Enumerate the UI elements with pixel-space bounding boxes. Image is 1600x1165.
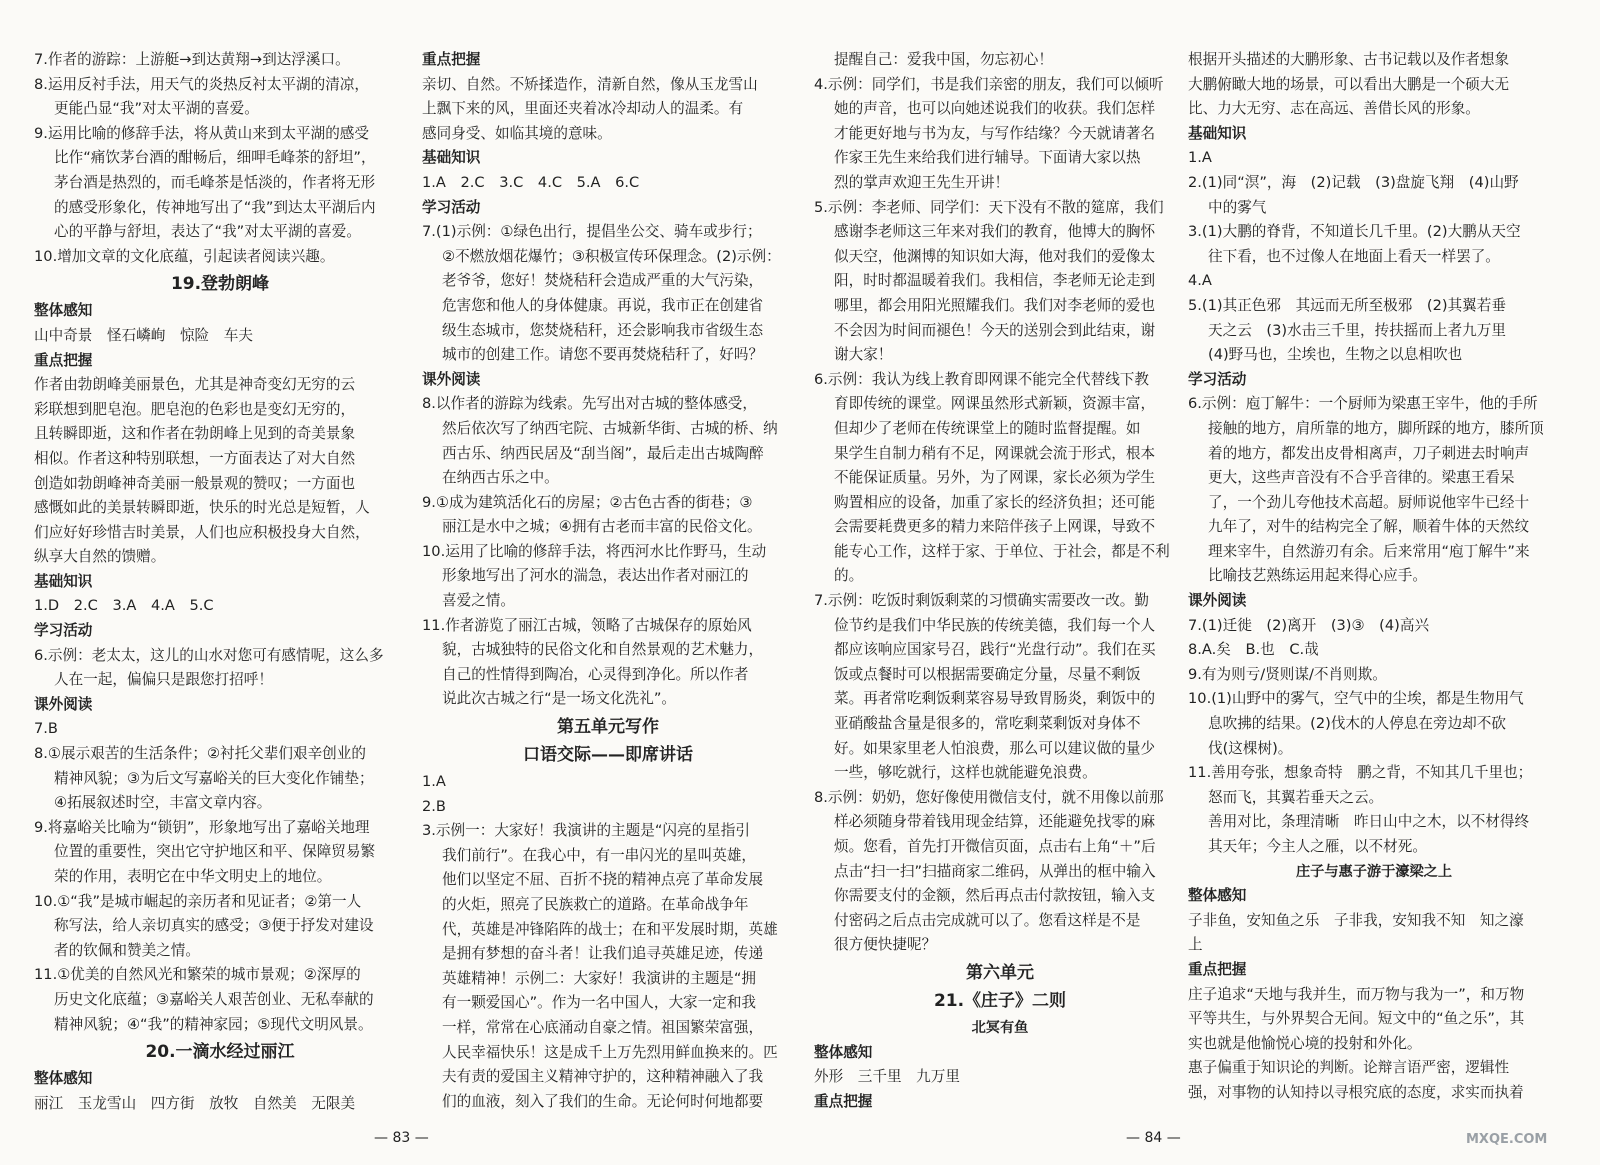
lesson-title: 第五单元写作 <box>557 717 659 738</box>
section-heading: 基础知识 <box>1188 124 1247 142</box>
text-line: 上飘下来的风，里面还夹着冰冷却动人的温柔。有 <box>422 100 744 118</box>
text-line-indent: 称写法，给人亲切真实的感受；③便于抒发对建设 <box>54 917 374 935</box>
text-line: 7.作者的游踪：上游艇→到达黄翔→到达浮溪口。 <box>34 51 350 68</box>
text-line-indent: 都应该响应国家号召，践行“光盘行动”。我们在买 <box>834 641 1156 659</box>
text-line-indent: 伐(这棵树)。 <box>1208 739 1293 757</box>
section-heading: 学习活动 <box>422 198 481 216</box>
text-line-indent: 了，一个劲儿夸他技术高超。厨师说他宰牛已经十 <box>1208 493 1530 511</box>
text-line-indent: 怒而飞，其翼若垂天之云。 <box>1208 788 1384 806</box>
text-line-indent: 谢大家！ <box>834 346 893 364</box>
text-line-indent: 他们以坚定不屈、百折不挠的精神点亮了革命发展 <box>442 871 764 889</box>
text-line: 实也就是他愉悦心境的投射和外化。 <box>1188 1034 1422 1052</box>
text-line-indent: 形象地写出了河水的湍急，表达出作者对丽江的 <box>442 567 749 585</box>
column-3 <box>814 48 1186 1114</box>
text-line: 外形 三千里 九万里 <box>814 1068 960 1086</box>
text-line: 11.作者游览了丽江古城，领略了古城保存的原始风 <box>422 616 752 634</box>
text-line-indent: 茅台酒是热烈的，而毛峰茶是恬淡的，作者将无形 <box>54 173 376 191</box>
text-line-indent: 哪里，都会用阳光照耀我们。我们对李老师的爱也 <box>834 296 1156 314</box>
section-heading: 课外阅读 <box>422 370 481 388</box>
text-line: 丽江 玉龙雪山 四方街 放牧 自然美 无限美 <box>34 1094 356 1112</box>
text-line-indent: 九年了，对牛的结构完全了解，顺着牛体的天然纹 <box>1208 518 1530 536</box>
text-line-indent: 不能保证质量。另外，为了网课，家长必须为学生 <box>834 469 1156 487</box>
text-line-indent: 然后依次写了纳西宅院、古城新华街、古城的桥、纳 <box>442 419 778 437</box>
text-line: 4.A <box>1188 272 1212 290</box>
text-line-indent: 其天年；今主人之雁，以不材死。 <box>1208 838 1427 855</box>
text-line: 根据开头描述的大鹏形象、古书记载以及作者想象 <box>1188 51 1510 68</box>
text-line-indent: 息吹拂的结果。(2)伐木的人停息在旁边却不砍 <box>1208 715 1506 733</box>
text-line-indent: 样必须随身带着钱用现金结算，还能避免找零的麻 <box>834 813 1156 831</box>
text-line: 7.(1)迁徙 (2)离开 (3)③ (4)高兴 <box>1188 616 1430 634</box>
text-line-indent: 果学生自制力稍有不足，网课就会流于形式，根本 <box>834 444 1156 462</box>
text-line-indent: 老爷爷，您好！焚烧秸秆会造成严重的大气污染， <box>442 272 764 290</box>
text-line-indent: 购置相应的设备，加重了家长的经济负担；还可能 <box>834 493 1156 511</box>
section-heading: 重点把握 <box>422 51 481 68</box>
section-heading: 基础知识 <box>422 149 481 167</box>
text-line-indent: 代，英雄是冲锋陷阵的战士；在和平发展时期，英雄 <box>442 920 778 938</box>
text-line: 10.运用了比喻的修辞手法，将西河水比作野马，生动 <box>422 542 767 560</box>
sub-title: 庄子与惠子游于濠梁之上 <box>1295 863 1453 880</box>
text-line: 10.①“我”是城市崛起的亲历者和见证者；②第一人 <box>34 892 362 910</box>
text-line: 强，对事物的认知持以寻根究底的态度，求实而执着 <box>1188 1083 1524 1101</box>
text-line-indent: 说此次古城之行“是一场文化洗礼”。 <box>442 690 677 708</box>
text-line: 1.A <box>1188 149 1212 167</box>
page-number-right: — 84 — <box>1126 1130 1181 1146</box>
text-line-indent: 饭或点餐时可以根据需要确定分量，尽量不剩饭 <box>834 665 1141 683</box>
text-line: 8.A.矣 B.也 C.哉 <box>1188 641 1319 659</box>
text-line: 7.(1)示例：①绿色出行，提倡坐公交、骑车或步行； <box>422 223 762 241</box>
text-line: 创造如勃朗峰神奇美丽一般景观的赞叹；一方面也 <box>34 474 356 492</box>
text-line: 8.以作者的游踪为线索。先写出对古城的整体感受， <box>422 395 757 413</box>
text-line-indent: 自己的性情得到陶冶，心灵得到净化。所以作者 <box>442 665 749 683</box>
text-line-indent: 人民幸福快乐！这是成千上万先烈用鲜血换来的。匹 <box>442 1043 778 1061</box>
text-line: 11.善用夸张，想象奇特 鹏之背，不知其几千里也； <box>1188 764 1533 782</box>
text-line-indent: 一样，常常在心底涌动自豪之情。祖国繁荣富强， <box>442 1018 764 1036</box>
text-line: 8.示例：奶奶，您好像使用微信支付，就不用像以前那 <box>814 788 1164 806</box>
text-line: 10.(1)山野中的雾气，空气中的尘埃，都是生物用气 <box>1188 690 1524 708</box>
text-line-indent: ④拓展叙述时空，丰富文章内容。 <box>54 794 272 812</box>
text-line-indent: 理来宰牛，自然游刃有余。后来常用“庖丁解牛”来 <box>1208 542 1530 560</box>
text-line: 惠子偏重于知识论的判断。论辩言语严密，逻辑性 <box>1188 1059 1510 1077</box>
text-line-indent: 比作“痛饮茅台酒的酣畅后，细呷毛峰茶的舒坦”， <box>54 149 376 167</box>
text-line-indent: 作家王先生来给我们进行辅导。下面请大家以热 <box>834 149 1141 167</box>
text-line: 大鹏俯瞰大地的场景，可以看出大鹏是一个硕大无 <box>1188 75 1510 93</box>
text-line: 11.①优美的自然风光和繁荣的城市景观；②深厚的 <box>34 966 361 984</box>
text-line-indent: 的感受形象化，传神地写出了“我”到达太平湖后内 <box>54 198 376 216</box>
text-line: 4.示例：同学们，书是我们亲密的朋友，我们可以倾听 <box>814 75 1164 93</box>
text-line-indent: 比喻技艺熟练运用起来得心应手。 <box>1208 567 1427 585</box>
text-line-indent: 好。如果家里老人怕浪费，那么可以建议做的量少 <box>834 739 1156 757</box>
text-line: 3.(1)大鹏的脊背，不知道长几千里。(2)大鹏从天空 <box>1188 223 1521 241</box>
text-line: 10.增加文章的文化底蕴，引起读者阅读兴趣。 <box>34 247 335 265</box>
lesson-title: 21.《庄子》二则 <box>933 990 1067 1011</box>
text-line-indent: 付密码之后点击完成就可以了。您看这样是不是 <box>834 911 1141 929</box>
text-line: 彩联想到肥皂泡。肥皂泡的色彩也是变幻无穷的， <box>34 400 356 418</box>
section-heading: 重点把握 <box>814 1092 873 1110</box>
section-heading: 学习活动 <box>1188 370 1247 388</box>
text-line: 2.B <box>422 797 446 815</box>
text-line-indent: 英雄精神！示例二：大家好！我演讲的主题是“拥 <box>442 969 757 987</box>
text-line-indent: 烦。您看，首先打开微信页面，点击右上角“＋”后 <box>834 838 1156 855</box>
text-line-indent: 级生态城市，您焚烧秸秆，还会影响我市省级生态 <box>442 321 764 339</box>
text-line-indent: 丽江是水中之城；④拥有古老而丰富的民俗文化。 <box>442 518 762 536</box>
text-line: 且转瞬即逝，这和作者在勃朗峰上见到的奇美景象 <box>34 425 356 443</box>
text-line: 庄子追求“天地与我并生，而万物与我为一”，和万物 <box>1188 985 1525 1003</box>
text-line-indent: 西古乐、纳西民居及“刮当阁”，最后走出古城陶醉 <box>442 444 764 462</box>
section-heading: 整体感知 <box>34 302 93 320</box>
text-line: 5.示例：李老师、同学们：天下没有不散的筵席，我们 <box>814 198 1164 216</box>
text-line: 3.示例一：大家好！我演讲的主题是“闪亮的星指引 <box>422 822 750 840</box>
text-line: 作者由勃朗峰美丽景色，尤其是神奇变幻无穷的云 <box>34 376 356 394</box>
section-heading: 基础知识 <box>34 572 93 590</box>
text-line-indent: 善用对比，条理清晰 昨日山中之木，以不材得终 <box>1208 813 1530 831</box>
text-line-indent: 但却少了老师在传统课堂上的随时监督提醒。如 <box>834 419 1141 437</box>
text-line: 们应好好珍惜吉时美景，人们也应积极投身大自然， <box>34 523 370 541</box>
section-heading: 整体感知 <box>34 1070 93 1088</box>
text-line-indent: 往下看，也不过像人在地面上看天一样罢了。 <box>1208 247 1500 265</box>
text-line-indent: 精神风貌；④“我”的精神家园；⑤现代文明风景。 <box>54 1015 373 1033</box>
text-line: 6.示例：庖丁解牛：一个厨师为梁惠王宰牛，他的手所 <box>1188 395 1538 413</box>
text-line-indent: 精神风貌；③为后文写嘉峪关的巨大变化作铺垫； <box>54 769 374 787</box>
text-line-indent: 很方便快捷呢？ <box>834 936 937 954</box>
text-line: 亲切、自然。不矫揉造作，清新自然，像从玉龙雪山 <box>422 75 758 93</box>
text-line-indent: 亚硝酸盐含量是很多的，常吃剩菜剩饭对身体不 <box>834 715 1141 733</box>
text-line-indent: 喜爱之情。 <box>442 592 515 610</box>
text-line-indent: 是拥有梦想的奋斗者！让我们追寻英雄足迹，传递 <box>442 945 764 963</box>
lesson-title: 19.登勃朗峰 <box>170 274 270 295</box>
sub-title: 北冥有鱼 <box>971 1019 1029 1036</box>
text-line-indent: 才能更好地与书为友，与写作结缘？今天就请著名 <box>834 124 1156 142</box>
text-line: 感慨如此的美景转瞬即逝，快乐的时光总是短暂，人 <box>34 499 370 517</box>
text-line-indent: 能专心工作，这样于家、于单位、于社会，都是不利 <box>834 542 1170 560</box>
text-line-indent: 育即传统的课堂。网课虽然形式新颖，资源丰富， <box>834 395 1156 413</box>
text-line-indent: 危害您和他人的身体健康。再说，我市正在创建省 <box>442 296 764 314</box>
text-line-indent: 一些，够吃就行，这样也就能避免浪费。 <box>834 764 1097 782</box>
text-line-indent: 貌，古城独特的民俗文化和自然景观的艺术魅力， <box>442 641 764 659</box>
text-line-indent: 心的平静与舒坦，表达了“我”对太平湖的喜爱。 <box>54 223 361 241</box>
text-line-indent: 者的钦佩和赞美之情。 <box>54 941 200 959</box>
text-line: 1.A 2.C 3.C 4.C 5.A 6.C <box>422 173 640 191</box>
text-line: 9.①成为建筑活化石的房屋；②古色古香的街巷；③ <box>422 493 753 511</box>
section-heading: 学习活动 <box>34 622 93 640</box>
text-line: 感同身受、如临其境的意味。 <box>422 124 612 142</box>
text-line: 9.有为则亏/贤则谋/不肖则欺。 <box>1188 665 1387 683</box>
text-line: 1.D 2.C 3.A 4.A 5.C <box>34 597 214 615</box>
text-line-indent: 有一颗爱国心”。作为一名中国人，大家一定和我 <box>442 994 757 1012</box>
text-line-indent: 更能凸显“我”对太平湖的喜爱。 <box>54 100 259 118</box>
page-number-left: — 83 — <box>374 1130 429 1146</box>
text-line-indent: 们的血液，刻入了我们的生命。无论何时何地都要 <box>442 1092 764 1110</box>
text-line-indent: 她的声音，也可以向她述说我们的收获。我们怎样 <box>834 100 1156 118</box>
text-line: 8.①展示艰苦的生活条件；②衬托父辈们艰辛创业的 <box>34 745 366 763</box>
text-line-indent: 更大，这些声音没有不合乎音律的。梁惠王看呆 <box>1208 469 1515 487</box>
text-line-indent: 历史文化底蕴；③嘉峪关人艰苦创业、无私奉献的 <box>54 990 374 1008</box>
text-line: 平等共生，与外界契合无间。短文中的“鱼之乐”，其 <box>1188 1010 1525 1028</box>
text-line-indent: 在纳西古乐之中。 <box>442 469 559 487</box>
lesson-title: 口语交际——即席讲话 <box>523 745 693 766</box>
section-heading: 课外阅读 <box>34 695 93 713</box>
text-line: 7.B <box>34 720 58 738</box>
text-line-indent: 你需要支付的金额，然后再点击付款按钮，输入支 <box>834 887 1156 905</box>
lesson-title: 第六单元 <box>966 962 1034 983</box>
text-line-indent: 我们前行”。在我心中，有一串闪光的星叫英雄， <box>442 846 757 864</box>
text-line-indent: 菜。再者常吃剩饭剩菜容易导致胃肠炎，剩饭中的 <box>834 690 1156 708</box>
text-line-indent: 点击“扫一扫”扫描商家二维码，从弹出的框中输入 <box>834 862 1156 880</box>
text-line-indent: 中的雾气 <box>1208 198 1267 216</box>
text-line-indent: 似天空，他渊博的知识如大海，他对我们的爱像太 <box>834 247 1156 265</box>
text-line-indent: 感谢李老师这三年来对我们的教育，他博大的胸怀 <box>834 223 1156 241</box>
section-heading: 重点把握 <box>34 351 93 369</box>
text-line: 9.运用比喻的修辞手法，将从黄山来到太平湖的感受 <box>34 124 369 142</box>
text-line-indent: 提醒自己：爱我中国，勿忘初心！ <box>834 51 1053 68</box>
text-line: 山中奇景 怪石嶙峋 惊险 车夫 <box>34 326 253 344</box>
text-line-indent: 荣的作用，表明它在中华文明史上的地位。 <box>54 868 332 885</box>
text-line-indent: 的。 <box>834 567 864 585</box>
text-line: 7.示例：吃饭时剩饭剩菜的习惯确实需要改一改。勤 <box>814 592 1149 610</box>
text-line-indent: 烈的掌声欢迎王先生开讲！ <box>834 173 1010 191</box>
text-line: 6.示例：老太太，这儿的山水对您可有感情呢，这么多 <box>34 646 384 664</box>
text-line-indent: 会需要耗费更多的精力来陪伴孩子上网课，导致不 <box>834 518 1156 536</box>
text-line: 6.示例：我认为线上教育即网课不能完全代替线下教 <box>814 370 1149 388</box>
watermark-logo: MXQE.COM <box>1466 1132 1548 1147</box>
column-1 <box>34 48 406 1116</box>
text-line-indent: ②不燃放烟花爆竹；③积极宣传环保理念。(2)示例： <box>442 247 781 265</box>
text-line-indent: 阳，时时都温暖着我们。我相信，李老师无论走到 <box>834 272 1156 290</box>
lesson-title: 20.一滴水经过丽江 <box>145 1042 295 1063</box>
text-line: 8.运用反衬手法，用天气的炎热反衬太平湖的清凉， <box>34 75 369 93</box>
text-line: 9.将嘉峪关比喻为“锁钥”，形象地写出了嘉峪关地理 <box>34 818 370 836</box>
section-heading: 课外阅读 <box>1188 592 1247 610</box>
column-4 <box>1188 48 1560 1106</box>
text-line: 5.(1)其正色邪 其远而无所至极邪 (2)其翼若垂 <box>1188 296 1506 314</box>
text-line-indent: 天之云 (3)水击三千里，抟扶摇而上者九万里 <box>1208 321 1506 339</box>
text-line-indent: 夫有责的爱国主义精神守护的，这种精神融入了我 <box>442 1068 764 1086</box>
text-line: 子非鱼，安知鱼之乐 子非我，安知我不知 知之濠 <box>1188 911 1524 929</box>
text-line-indent: 不会因为时间而褪色！今天的送别会到此结束，谢 <box>834 321 1156 339</box>
text-line: 比、力大无穷、志在高远、善借长风的形象。 <box>1188 100 1480 118</box>
text-line: 相似。作者这种特别联想，一方面表达了对大自然 <box>34 449 356 467</box>
text-line: 纵享大自然的馈赠。 <box>34 548 166 566</box>
text-line-indent: 位置的重要性，突出它守护地区和平、保障贸易繁 <box>54 843 376 861</box>
section-heading: 整体感知 <box>814 1043 873 1061</box>
text-line: 上 <box>1188 936 1203 954</box>
section-heading: 重点把握 <box>1188 960 1247 978</box>
text-line-indent: 着的地方，都发出皮骨相离声，刀子刺进去时响声 <box>1208 444 1530 462</box>
column-2 <box>422 48 794 1114</box>
text-line-indent: (4)野马也，尘埃也，生物之以息相吹也 <box>1208 346 1463 364</box>
text-line-indent: 城市的创建工作。请您不要再焚烧秸秆了，好吗？ <box>442 346 764 364</box>
text-line-indent: 接触的地方，肩所靠的地方，脚所踩的地方，膝所顶 <box>1208 419 1544 437</box>
text-line-indent: 的火炬，照亮了民族救亡的道路。在革命战争年 <box>442 896 749 913</box>
text-line: 2.(1)同“溟”，海 (2)记载 (3)盘旋飞翔 (4)山野 <box>1188 173 1519 191</box>
text-line-indent: 俭节约是我们中华民族的传统美德，我们每一个人 <box>834 616 1156 634</box>
text-line-indent: 人在一起，偏偏只是跟您打招呼！ <box>54 671 273 689</box>
section-heading: 整体感知 <box>1188 887 1247 905</box>
text-line: 1.A <box>422 773 446 791</box>
